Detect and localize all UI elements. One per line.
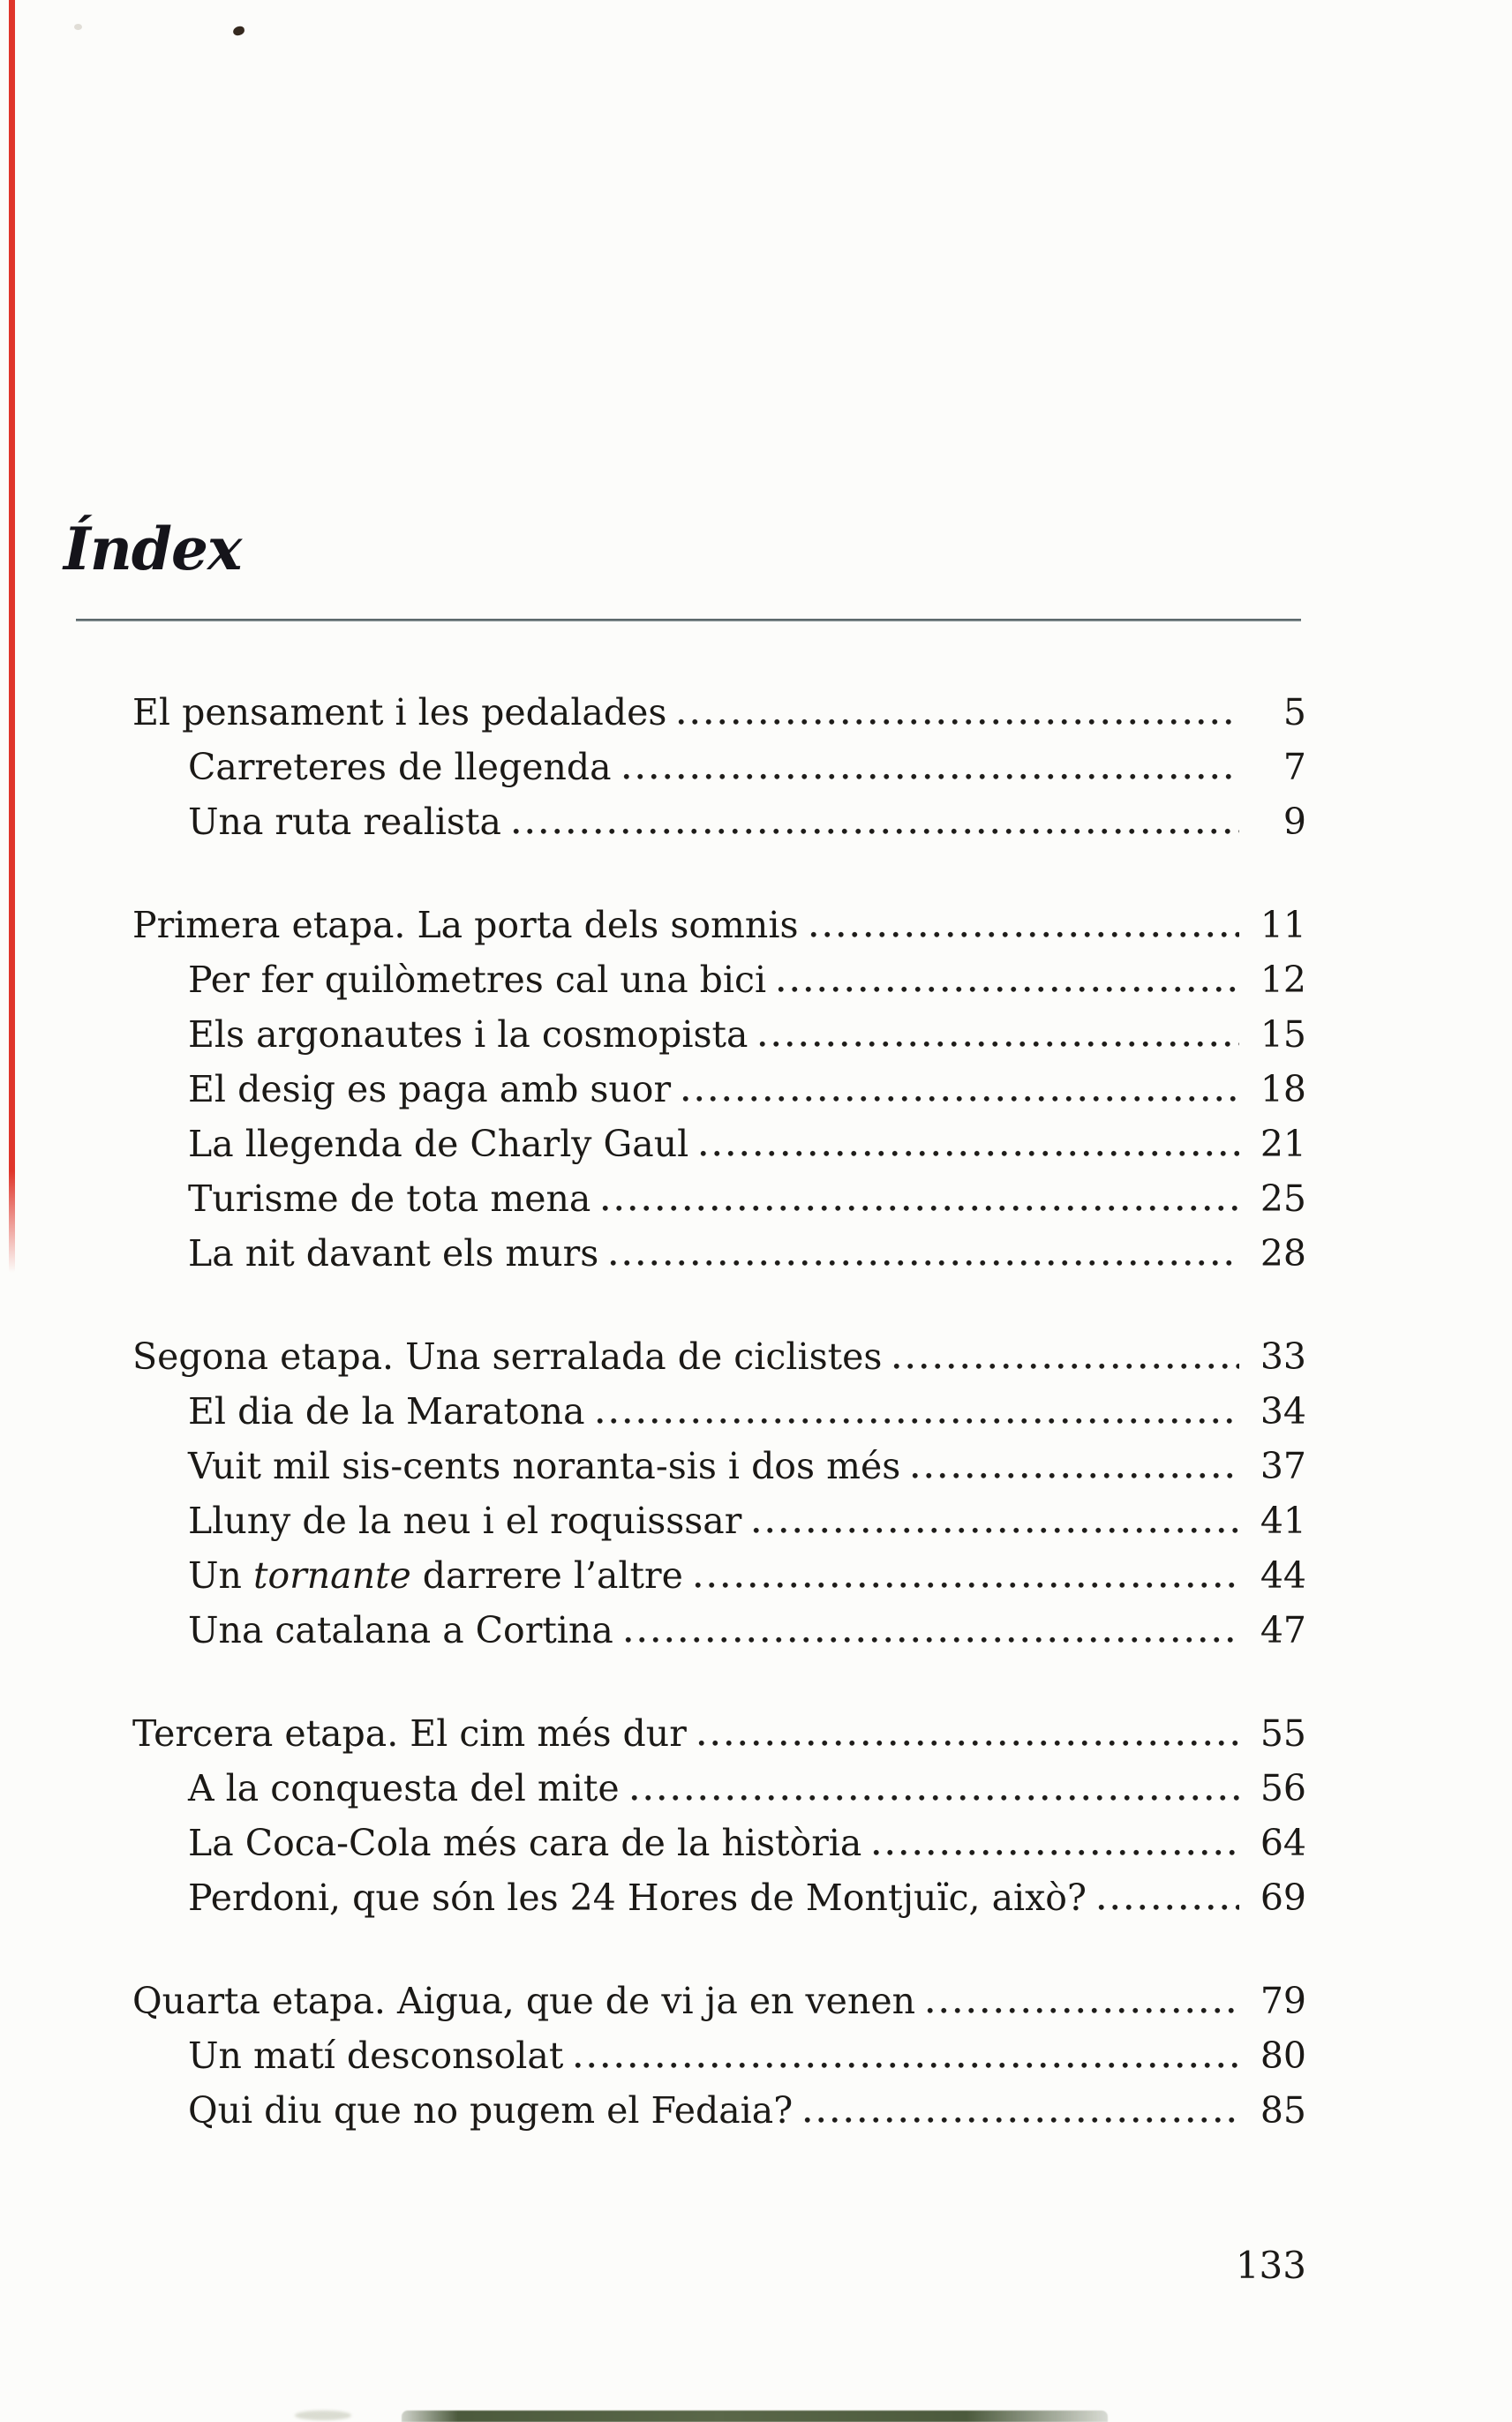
toc-dot-leader [801, 2114, 1239, 2123]
toc-entry-label: Una ruta realista [188, 801, 501, 843]
toc-entry [132, 1816, 1306, 1870]
toc-dot-leader [749, 1524, 1239, 1533]
toc-entry [132, 1007, 1306, 1062]
toc-page-number: 37 [1260, 1445, 1306, 1487]
toc [132, 685, 1306, 2138]
toc-entry-label: Una catalana a Cortina [188, 1609, 613, 1651]
toc-entry [132, 1062, 1306, 1117]
bottom-edge-scan-bar [402, 2411, 1108, 2422]
toc-entry [132, 794, 1306, 849]
toc-entry [132, 1603, 1306, 1658]
toc-dot-leader [807, 929, 1240, 937]
toc-entry [132, 740, 1306, 794]
toc-dot-leader [695, 1737, 1239, 1746]
toc-dot-leader [628, 1792, 1239, 1801]
paper-speck-dark [232, 26, 245, 36]
toc-page-number: 47 [1260, 1609, 1306, 1651]
toc-dot-leader [923, 2005, 1239, 2013]
toc-entry-label: Carreteres de llegenda [188, 746, 612, 788]
toc-entry-label: La nit davant els murs [188, 1232, 599, 1275]
toc-page-number: 21 [1260, 1123, 1306, 1165]
toc-page-number: 25 [1260, 1177, 1306, 1220]
toc-page-number: 12 [1260, 959, 1306, 1001]
toc-entry-label: Els argonautes i la cosmopista [188, 1013, 748, 1056]
toc-entry-label: Un tornante darrere l’altre [188, 1554, 683, 1597]
title-underline-rule [76, 619, 1301, 621]
toc-dot-leader [756, 1038, 1239, 1047]
toc-section [132, 898, 1306, 1281]
toc-entry-label: Perdoni, que són les 24 Hores de Montjuïc, això? [188, 1877, 1087, 1919]
toc-dot-leader [606, 1257, 1239, 1266]
toc-dot-leader [674, 716, 1239, 725]
toc-entry-label: Primera etapa. La porta dels somnis [132, 904, 799, 946]
toc-entry-label: Lluny de la neu i el roquisssar [188, 1500, 742, 1542]
toc-dot-leader [696, 1147, 1239, 1156]
toc-page-number: 41 [1260, 1500, 1306, 1542]
toc-entry [132, 1548, 1306, 1603]
toc-section [132, 685, 1306, 849]
toc-dot-leader [593, 1415, 1239, 1424]
toc-entry-label: El desig es paga amb suor [188, 1068, 672, 1110]
toc-page-number: 80 [1260, 2035, 1306, 2077]
toc-dot-leader [908, 1470, 1239, 1478]
page-title: Índex [64, 515, 242, 583]
toc-entry-label: La llegenda de Charly Gaul [188, 1123, 689, 1165]
toc-entry-label: El dia de la Maratona [188, 1390, 585, 1433]
toc-entry [132, 1384, 1306, 1439]
bottom-scan-smudge [295, 2411, 351, 2420]
toc-page-number: 5 [1283, 691, 1306, 733]
toc-entry [132, 898, 1306, 952]
toc-page-number: 55 [1260, 1712, 1306, 1755]
left-edge-scan-stripe [9, 0, 15, 1273]
toc-entry [132, 1226, 1306, 1281]
toc-dot-leader [621, 1634, 1239, 1643]
toc-section [132, 1329, 1306, 1658]
toc-entry [132, 2028, 1306, 2083]
toc-page-number: 7 [1283, 746, 1306, 788]
toc-entry-label: La Coca-Cola més cara de la història [188, 1822, 862, 1864]
toc-dot-leader [869, 1847, 1239, 1855]
toc-entry [132, 1761, 1306, 1816]
toc-section [132, 1706, 1306, 1925]
toc-entry-label: Turisme de tota mena [188, 1177, 591, 1220]
toc-section [132, 1974, 1306, 2138]
toc-entry-label: Quarta etapa. Aigua, que de vi ja en venen [132, 1980, 916, 2022]
toc-dot-leader [1095, 1901, 1239, 1910]
toc-entry [132, 685, 1306, 740]
toc-entry [132, 1117, 1306, 1171]
toc-dot-leader [691, 1579, 1239, 1588]
toc-page-number: 28 [1260, 1232, 1306, 1275]
toc-entry [132, 952, 1306, 1007]
toc-entry [132, 1493, 1306, 1548]
toc-dot-leader [598, 1202, 1239, 1211]
toc-entry-label: Per fer quilòmetres cal una bici [188, 959, 767, 1001]
toc-entry [132, 2083, 1306, 2138]
toc-entry [132, 1974, 1306, 2028]
toc-page-number: 56 [1260, 1767, 1306, 1809]
toc-page-number: 85 [1260, 2089, 1306, 2132]
toc-page-number: 44 [1260, 1554, 1306, 1597]
toc-dot-leader [890, 1360, 1239, 1369]
footer-page-number: 133 [1235, 2244, 1306, 2287]
toc-entry [132, 1706, 1306, 1761]
toc-entry [132, 1439, 1306, 1493]
toc-page-number: 69 [1260, 1877, 1306, 1919]
toc-entry-label: Segona etapa. Una serralada de ciclistes [132, 1335, 883, 1378]
toc-page-number: 11 [1260, 904, 1306, 946]
toc-entry-label: El pensament i les pedalades [132, 691, 667, 733]
paper-speck-faint [74, 24, 82, 30]
toc-entry [132, 1329, 1306, 1384]
toc-page-number: 9 [1283, 801, 1306, 843]
toc-dot-leader [571, 2059, 1239, 2068]
toc-entry [132, 1870, 1306, 1925]
toc-entry [132, 1171, 1306, 1226]
toc-entry-label: Vuit mil sis-cents noranta-sis i dos més [188, 1445, 901, 1487]
toc-entry-label: Un matí desconsolat [188, 2035, 564, 2077]
toc-page-number: 18 [1260, 1068, 1306, 1110]
toc-page-number: 15 [1260, 1013, 1306, 1056]
toc-page-number: 64 [1260, 1822, 1306, 1864]
toc-entry-label: Tercera etapa. El cim més dur [132, 1712, 687, 1755]
toc-page-number: 34 [1260, 1390, 1306, 1433]
toc-dot-leader [679, 1093, 1239, 1102]
toc-page-number: 33 [1260, 1335, 1306, 1378]
toc-entry-label: A la conquesta del mite [188, 1767, 620, 1809]
toc-dot-leader [774, 983, 1239, 992]
toc-page-number: 79 [1260, 1980, 1306, 2022]
toc-entry-label: Qui diu que no pugem el Fedaia? [188, 2089, 794, 2132]
toc-dot-leader [509, 825, 1239, 834]
toc-dot-leader [620, 771, 1239, 779]
